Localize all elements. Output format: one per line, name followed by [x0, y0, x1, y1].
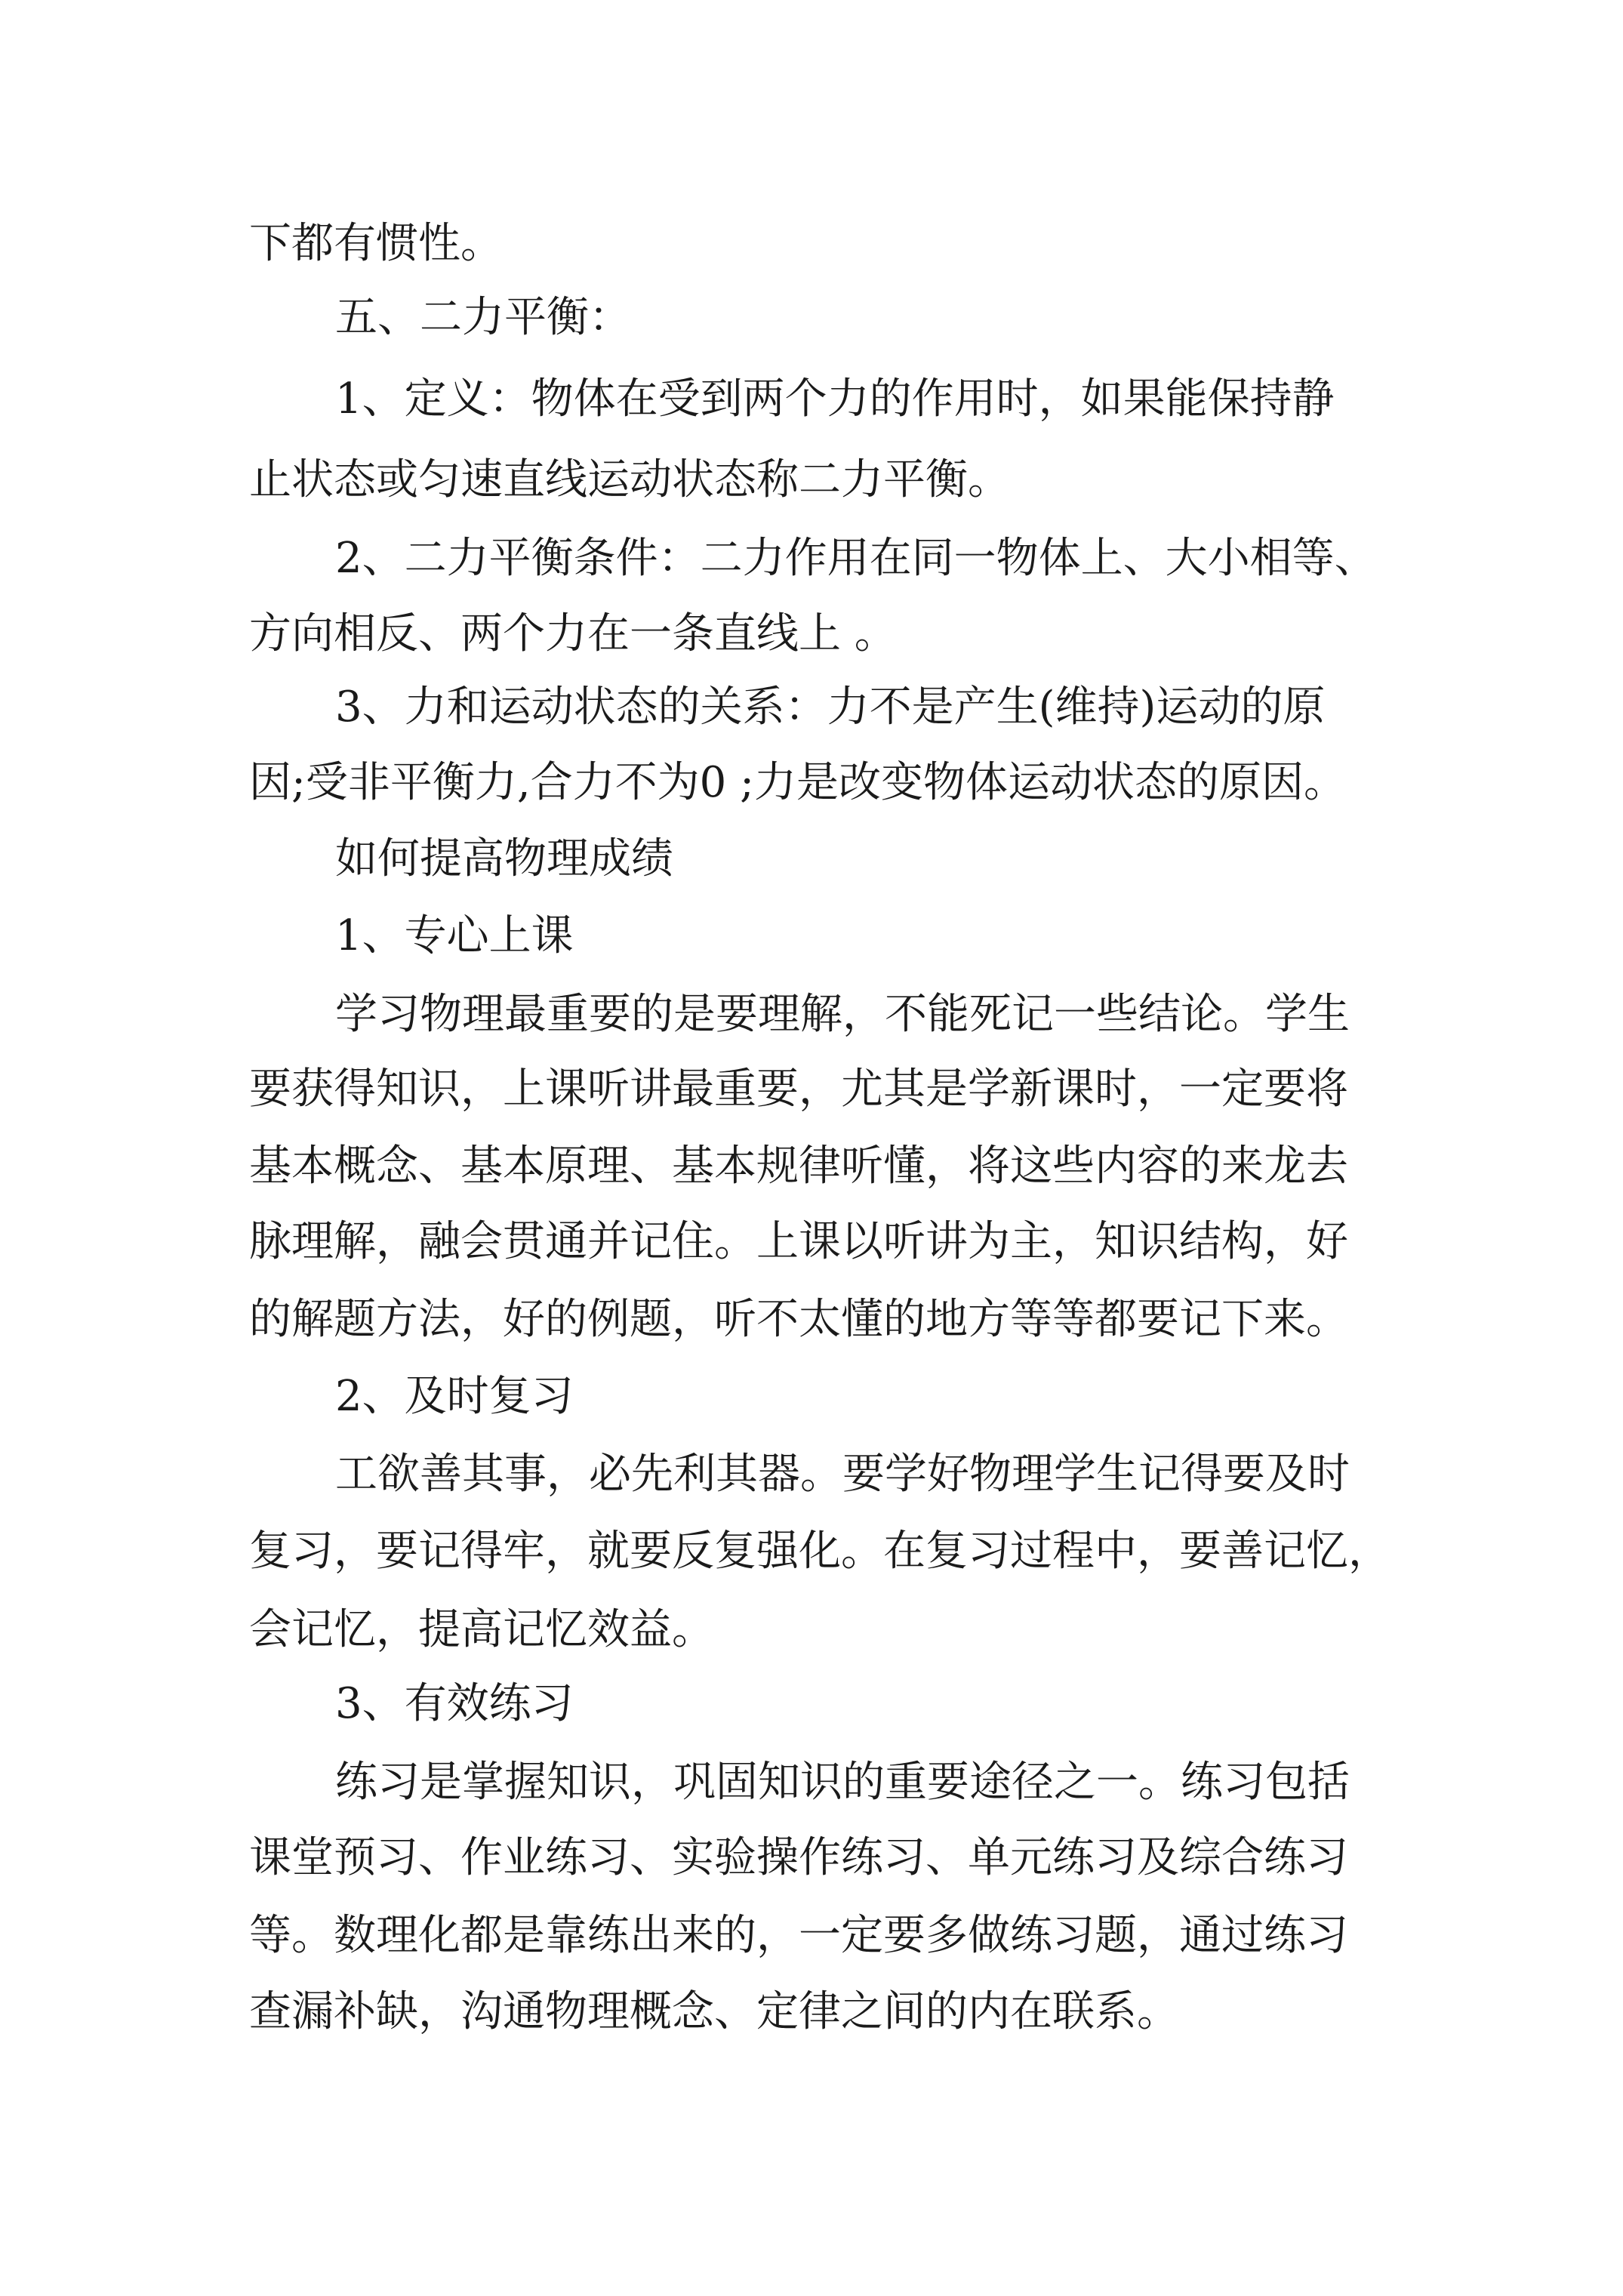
text-line: 学习物理最重要的是要理解，不能死记一些结论。学生 [335, 990, 1350, 1039]
text-line: 3、力和运动状态的关系：力不是产生(维持)运动的原 [335, 683, 1326, 732]
text-line: 2、二力平衡条件：二力作用在同一物体上、大小相等、 [335, 534, 1377, 583]
text-line: 查漏补缺，沟通物理概念、定律之间的内在联系。 [249, 1987, 1179, 2036]
text-line: 等。数理化都是靠练出来的，一定要多做练习题，通过练习 [249, 1911, 1348, 1960]
text-line: 1、定义：物体在受到两个力的作用时，如果能保持静 [335, 374, 1335, 424]
text-line: 下都有惯性。 [249, 219, 503, 268]
section-heading: 如何提高物理成绩 [335, 834, 673, 883]
subsection-heading: 3、有效练习 [335, 1679, 574, 1728]
text-line: 因;受非平衡力,合力不为0 ;力是改变物体运动状态的原因。 [249, 758, 1346, 807]
text-line: 方向相反、两个力在一条直线上 。 [249, 609, 897, 658]
text-line: 止状态或匀速直线运动状态称二力平衡。 [249, 455, 1010, 504]
section-heading: 五、二力平衡： [335, 293, 631, 342]
text-line: 工欲善其事，必先利其器。要学好物理学生记得要及时 [335, 1450, 1350, 1499]
text-line: 的解题方法，好的例题，听不太懂的地方等等都要记下来。 [249, 1295, 1348, 1344]
text-line: 脉理解，融会贯通并记住。上课以听讲为主，知识结构，好 [249, 1217, 1348, 1266]
subsection-heading: 2、及时复习 [335, 1372, 574, 1421]
text-line: 课堂预习、作业练习、实验操作练习、单元练习及综合练习 [249, 1833, 1348, 1882]
text-line: 基本概念、基本原理、基本规律听懂，将这些内容的来龙去 [249, 1142, 1348, 1191]
text-line: 复习，要记得牢，就要反复强化。在复习过程中，要善记忆， [249, 1527, 1390, 1576]
subsection-heading: 1、专心上课 [335, 911, 574, 960]
text-line: 要获得知识，上课听讲最重要，尤其是学新课时，一定要将 [249, 1065, 1348, 1114]
text-line: 会记忆，提高记忆效益。 [249, 1605, 714, 1654]
text-line: 练习是掌握知识，巩固知识的重要途径之一。练习包括 [335, 1758, 1350, 1807]
